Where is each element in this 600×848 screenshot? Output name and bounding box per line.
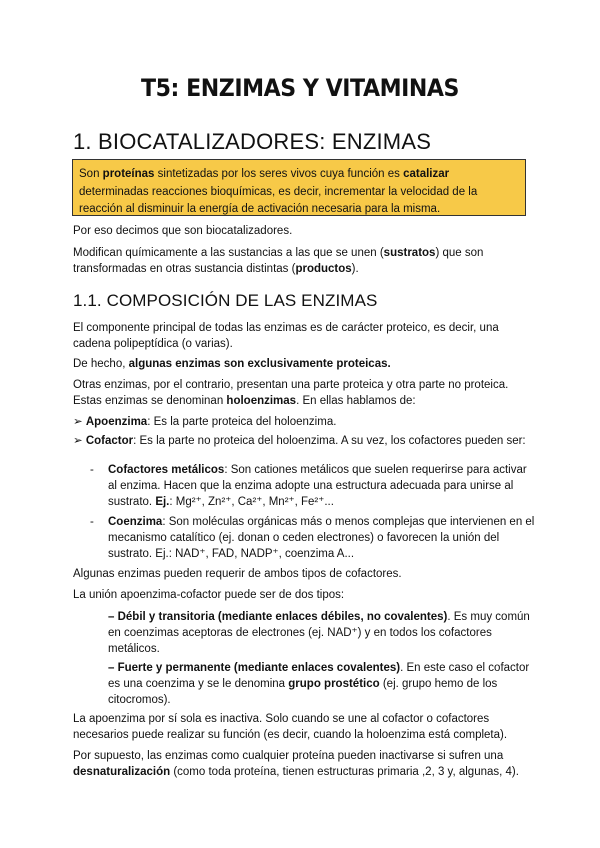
text: (ej. grupo hemo de los citocromos). <box>108 678 498 706</box>
bold-text: algunas enzimas son exclusivamente proteicas. <box>128 358 391 370</box>
bold-text: – Fuerte y permanente (mediante enlaces covalentes) <box>108 662 401 674</box>
list-item-apoenzima <box>73 414 336 430</box>
text: determinadas reacciones bioquímicas, es decir, incrementar la velocidad de la reacción al disminuir la energía de activación necesaria para la misma. <box>79 185 478 215</box>
section-heading-1-1: 1.1. COMPOSICIÓN DE LAS ENZIMAS <box>73 291 378 310</box>
paragraph-modifican <box>73 245 533 277</box>
bold-text: desnaturalización <box>73 766 171 778</box>
text: : Son moléculas orgánicas más o menos complejas que intervienen en el mecanismo catalítico (ej. donan o ceden electrones) o favorecen la unión del sustrato. Ej.: NAD⁺, FAD, NADP⁺, coenzima A... <box>108 516 535 560</box>
text: Por supuesto, las enzimas como cualquier proteína pueden inactivarse si sufren una <box>73 750 504 762</box>
sublist-item-coenzima <box>108 514 538 562</box>
text: (como toda proteína, tienen estructuras primaria ,2, 3 y, algunas, 4). <box>170 766 519 778</box>
text: . En este caso el cofactor es una coenzima y se le denomina <box>108 662 530 690</box>
paragraph-union: La unión apoenzima-cofactor puede ser de dos tipos: <box>73 589 345 601</box>
bold-text: Ej. <box>155 496 170 508</box>
arrow-bullet-icon: ➢ <box>73 435 83 447</box>
bold-text: Coenzima <box>108 516 163 528</box>
union-type-fuerte <box>108 660 538 708</box>
bold-text: Cofactores metálicos <box>108 464 225 476</box>
text: ) que son transformadas en otras sustancia distintas ( <box>73 247 484 275</box>
section-heading-1: 1. BIOCATALIZADORES: ENZIMAS <box>73 129 432 154</box>
paragraph-de-hecho <box>73 356 533 372</box>
bold-text: proteínas <box>102 168 155 180</box>
dash-bullet-icon: - <box>90 516 94 528</box>
list-item-cofactor <box>73 433 526 449</box>
bold-text: Apoenzima <box>85 416 148 428</box>
text: Son <box>79 168 103 180</box>
page-title: T5: ENZIMAS Y VITAMINAS <box>141 74 459 102</box>
paragraph-componente: El componente principal de todas las enzimas es de carácter proteico, es decir, una cadena polipeptídica (o varias). <box>73 322 499 350</box>
bold-text: Cofactor <box>85 435 134 447</box>
text: : Es la parte proteica del holoenzima. <box>147 416 337 428</box>
dash-bullet-icon: - <box>90 464 94 476</box>
bold-text: catalizar <box>403 168 450 180</box>
bold-text: sustratos <box>383 247 436 259</box>
definition-box <box>72 159 526 216</box>
paragraph-ambos: Algunas enzimas pueden requerir de ambos tipos de cofactores. <box>73 568 402 580</box>
text: : Mg²⁺, Zn²⁺, Ca²⁺, Mn²⁺, Fe²⁺... <box>169 496 334 508</box>
text: Otras enzimas, por el contrario, presentan una parte proteica y otra parte no proteica. Estas enzimas se denominan <box>73 379 509 407</box>
text: Modifican químicamente a las sustancias a las que se unen ( <box>73 247 384 259</box>
text: : Es la parte no proteica del holoenzima. A su vez, los cofactores pueden ser: <box>133 435 526 447</box>
bold-text: holoenzimas <box>226 395 297 407</box>
bold-text: – Débil y transitoria (mediante enlaces débiles, no covalentes) <box>108 611 448 623</box>
union-type-debil <box>108 609 538 657</box>
text: : Son cationes metálicos que suelen requerirse para activar al enzima. Hacen que la enzima adopte una estructura adecuada para unirse al sustrato. <box>108 464 527 508</box>
text: De hecho, <box>73 358 129 370</box>
text: ). <box>351 263 359 275</box>
text: sintetizadas por los seres vivos cuya función es <box>154 168 404 180</box>
paragraph-desnaturalizacion <box>73 748 533 780</box>
paragraph-otras-enzimas <box>73 377 533 409</box>
text: . Es muy común en coenzimas aceptoras de electrones (ej. NAD⁺) y en todos los cofactores metálicos. <box>108 611 530 655</box>
paragraph-biocatalizadores: Por eso decimos que son biocatalizadores. <box>73 225 293 237</box>
text: . En ellas hablamos de: <box>296 395 416 407</box>
arrow-bullet-icon: ➢ <box>73 416 83 428</box>
bold-text: productos <box>295 263 352 275</box>
paragraph-inactiva: La apoenzima por sí sola es inactiva. Solo cuando se une al cofactor o cofactores necesarios puede realizar su función (es decir, cuando la holoenzima está completa). <box>73 713 508 741</box>
bold-text: grupo prostético <box>288 678 380 690</box>
sublist-item-metalicos <box>108 462 538 510</box>
